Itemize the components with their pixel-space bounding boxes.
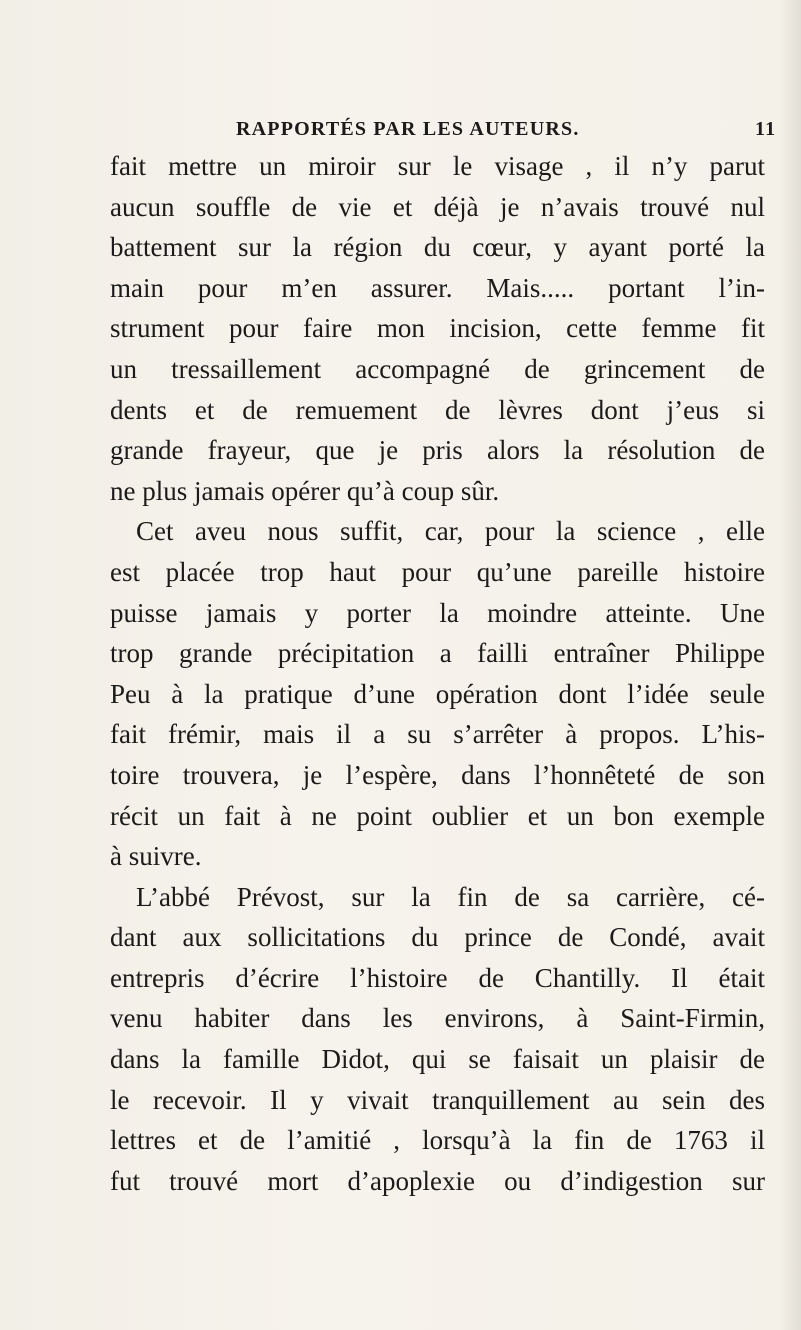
running-header bbox=[236, 118, 776, 144]
text-line: lettres et de l’amitié , lorsqu’à la fin de 1763 il bbox=[110, 1125, 765, 1156]
text-line: grande frayeur, que je pris alors la résolution de bbox=[110, 435, 765, 466]
page-number: 11 bbox=[755, 118, 777, 140]
body-text bbox=[110, 146, 765, 1201]
running-title: RAPPORTÉS PAR LES AUTEURS. bbox=[236, 118, 580, 140]
text-line: main pour m’en assurer. Mais..... portant l’in- bbox=[110, 272, 765, 303]
text-line: battement sur la région du cœur, y ayant porté la bbox=[110, 232, 765, 263]
page-edge-shadow bbox=[779, 0, 801, 1330]
text-line: Peu à la pratique d’une opération dont l’idée seule bbox=[110, 678, 765, 709]
text-line: entrepris d’écrire l’histoire de Chantilly. Il était bbox=[110, 962, 765, 993]
text-line: L’abbé Prévost, sur la fin de sa carrière, cé- bbox=[136, 881, 765, 912]
text-line: Cet aveu nous suffit, car, pour la science , elle bbox=[136, 516, 765, 547]
text-line: à suivre. bbox=[110, 841, 202, 872]
text-line: trop grande précipitation a failli entraîner Philippe bbox=[110, 638, 765, 669]
text-line: le recevoir. Il y vivait tranquillement au sein des bbox=[110, 1084, 765, 1115]
text-line: fut trouvé mort d’apoplexie ou d’indigestion sur bbox=[110, 1165, 765, 1196]
text-line: fait frémir, mais il a su s’arrêter à propos. L’his- bbox=[110, 719, 765, 750]
text-line: puisse jamais y porter la moindre atteinte. Une bbox=[110, 597, 765, 628]
text-line: toire trouvera, je l’espère, dans l’honnêteté de son bbox=[110, 759, 765, 790]
text-line: est placée trop haut pour qu’une pareille histoire bbox=[110, 556, 765, 587]
text-line: fait mettre un miroir sur le visage , il n’y parut bbox=[110, 151, 765, 181]
text-line: dant aux sollicitations du prince de Condé, avait bbox=[110, 922, 765, 953]
text-line: dans la famille Didot, qui se faisait un plaisir de bbox=[110, 1044, 765, 1075]
text-line: récit un fait à ne point oublier et un bon exemple bbox=[110, 800, 765, 831]
text-line: strument pour faire mon incision, cette femme fit bbox=[110, 313, 765, 344]
text-line: aucun souffle de vie et déjà je n’avais trouvé nul bbox=[110, 191, 765, 222]
text-line: ne plus jamais opérer qu’à coup sûr. bbox=[110, 475, 500, 506]
text-line: dents et de remuement de lèvres dont j’eus si bbox=[110, 394, 765, 425]
text-line: un tressaillement accompagné de grincement de bbox=[110, 353, 765, 384]
text-line: venu habiter dans les environs, à Saint-Firmin, bbox=[110, 1003, 765, 1034]
